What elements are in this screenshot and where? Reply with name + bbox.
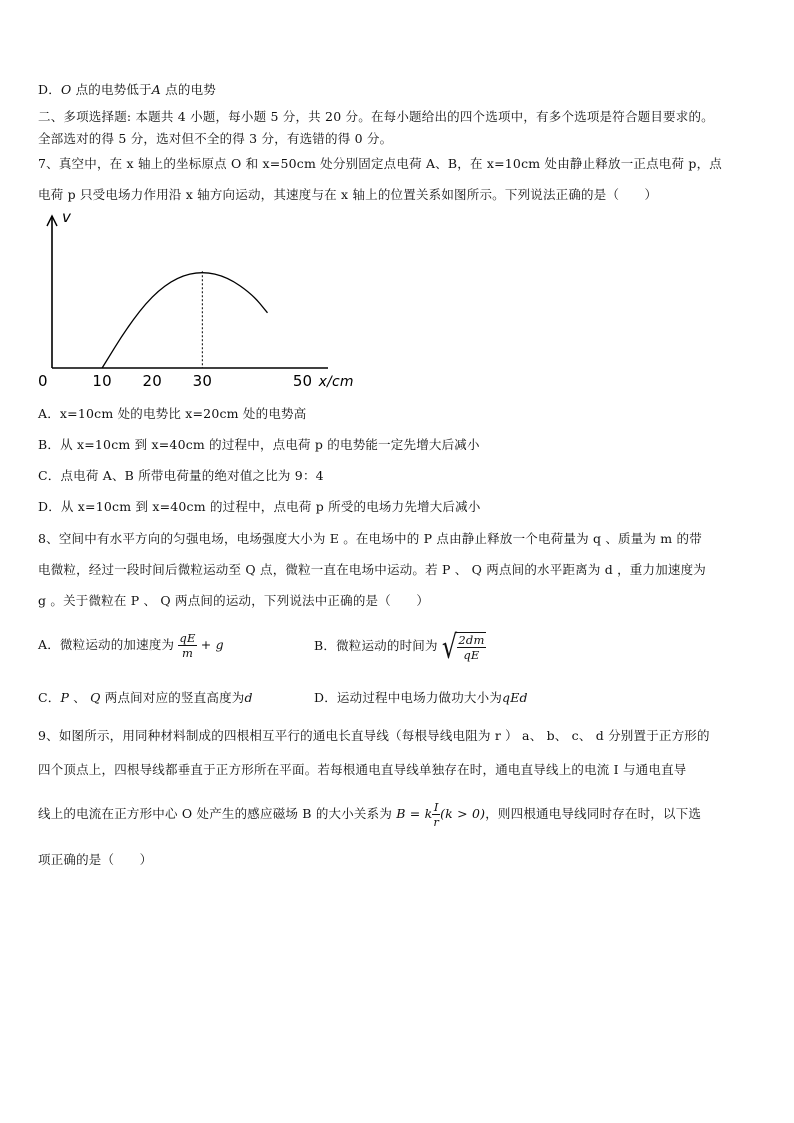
q7-option-c: C．点电荷 A、B 所带电荷量的绝对值之比为 9：4 bbox=[38, 468, 324, 483]
q8-option-a: A．微粒运动的加速度为 $\frac{qE}{m}$ + g bbox=[38, 631, 224, 660]
x-tick-label: 10 bbox=[92, 372, 112, 390]
y-axis-label: v bbox=[62, 208, 72, 226]
q8-stem-line1: 8、空间中有水平方向的匀强电场，电场强度大小为 E 。在电场中的 P 点由静止释放一个电荷量为 q 、质量为 m 的带 bbox=[38, 531, 702, 546]
q9-stem-line1: 9、如图所示，用同种材料制成的四根相互平行的通电长直导线（每根导线电阻为 r ） a、 b、 c、 d 分别置于正方形的 bbox=[38, 728, 710, 743]
q8-stem-line3: g 。关于微粒在 P 、 Q 两点间的运动，下列说法中正确的是（ ） bbox=[38, 593, 430, 608]
x-tick-label: 50 bbox=[292, 372, 313, 390]
q8-option-c: C．P 、 Q 两点间对应的竖直高度为d bbox=[38, 690, 253, 705]
q8-stem-line2: 电微粒，经过一段时间后微粒运动至 Q 点，微粒一直在电场中运动。若 P 、 Q 两点间的水平距离为 d ，重力加速度为 bbox=[38, 562, 706, 577]
symbol-o: O bbox=[60, 82, 72, 97]
q7-stem-line1: 7、真空中，在 x 轴上的坐标原点 O 和 x=50cm 处分别固定点电荷 A、B，在 x=10cm 处由静止释放一正点电荷 p，点 bbox=[38, 156, 722, 171]
q7-stem-line2: 电荷 p 只受电场力作用沿 x 轴方向运动，其速度与在 x 轴上的位置关系如图所示。下列说法正确的是（ ） bbox=[38, 187, 658, 202]
q7-option-d: D．从 x=10cm 到 x=40cm 的过程中，点电荷 p 所受的电场力先增大后减小 bbox=[38, 499, 481, 514]
q6-option-d: D．O 点的电势低于A 点的电势 bbox=[38, 82, 216, 97]
section2-line1: 二、多项选择题: 本题共 4 小题，每小题 5 分，共 20 分。在每小题给出的四个选项中，有多个选项是符合题目要求的。 bbox=[38, 109, 714, 124]
q9-stem-line4: 项正确的是（ ） bbox=[38, 852, 153, 867]
q8-option-b: B．微粒运动的时间为 √ $\frac{2dm}{qE}$ bbox=[314, 627, 485, 666]
q8-option-d: D．运动过程中电场力做功大小为qEd bbox=[314, 690, 528, 705]
x-axis-label: x/cm bbox=[318, 374, 354, 390]
q7-option-b: B．从 x=10cm 到 x=40cm 的过程中，点电荷 p 的电势能一定先增大后减小 bbox=[38, 437, 480, 452]
x-tick-label: 30 bbox=[192, 372, 213, 390]
origin-label: 0 bbox=[38, 372, 48, 390]
fraction-2dm-over-qe: $\frac{2dm}{qE}$ bbox=[458, 633, 485, 662]
section2-line2: 全部选对的得 5 分，选对但不全的得 3 分，有选错的得 0 分。 bbox=[38, 131, 393, 146]
fraction-i-over-r: $\frac{I}{r}$ bbox=[433, 800, 440, 829]
q9-stem-line3: 线上的电流在正方形中心 O 处产生的感应磁场 B 的大小关系为 B = k $\frac{I}{r}$ (k > 0)，则四根通电导线同时存在时，以下选 bbox=[38, 800, 702, 829]
q7-option-a: A．x=10cm 处的电势比 x=20cm 处的电势高 bbox=[38, 406, 307, 421]
q9-stem-line2: 四个顶点上，四根导线都垂直于正方形所在平面。若每根通电直导线单独存在时，通电直导线上的电流 I 与通电直导 bbox=[38, 762, 687, 777]
x-tick-label: 20 bbox=[142, 372, 162, 390]
symbol-a: A bbox=[151, 82, 161, 97]
sqrt-expression: √ $\frac{2dm}{qE}$ bbox=[441, 627, 485, 666]
velocity-curve bbox=[102, 273, 267, 368]
fraction-qe-over-m: $\frac{qE}{m}$ bbox=[179, 631, 196, 660]
velocity-position-chart bbox=[30, 206, 354, 396]
